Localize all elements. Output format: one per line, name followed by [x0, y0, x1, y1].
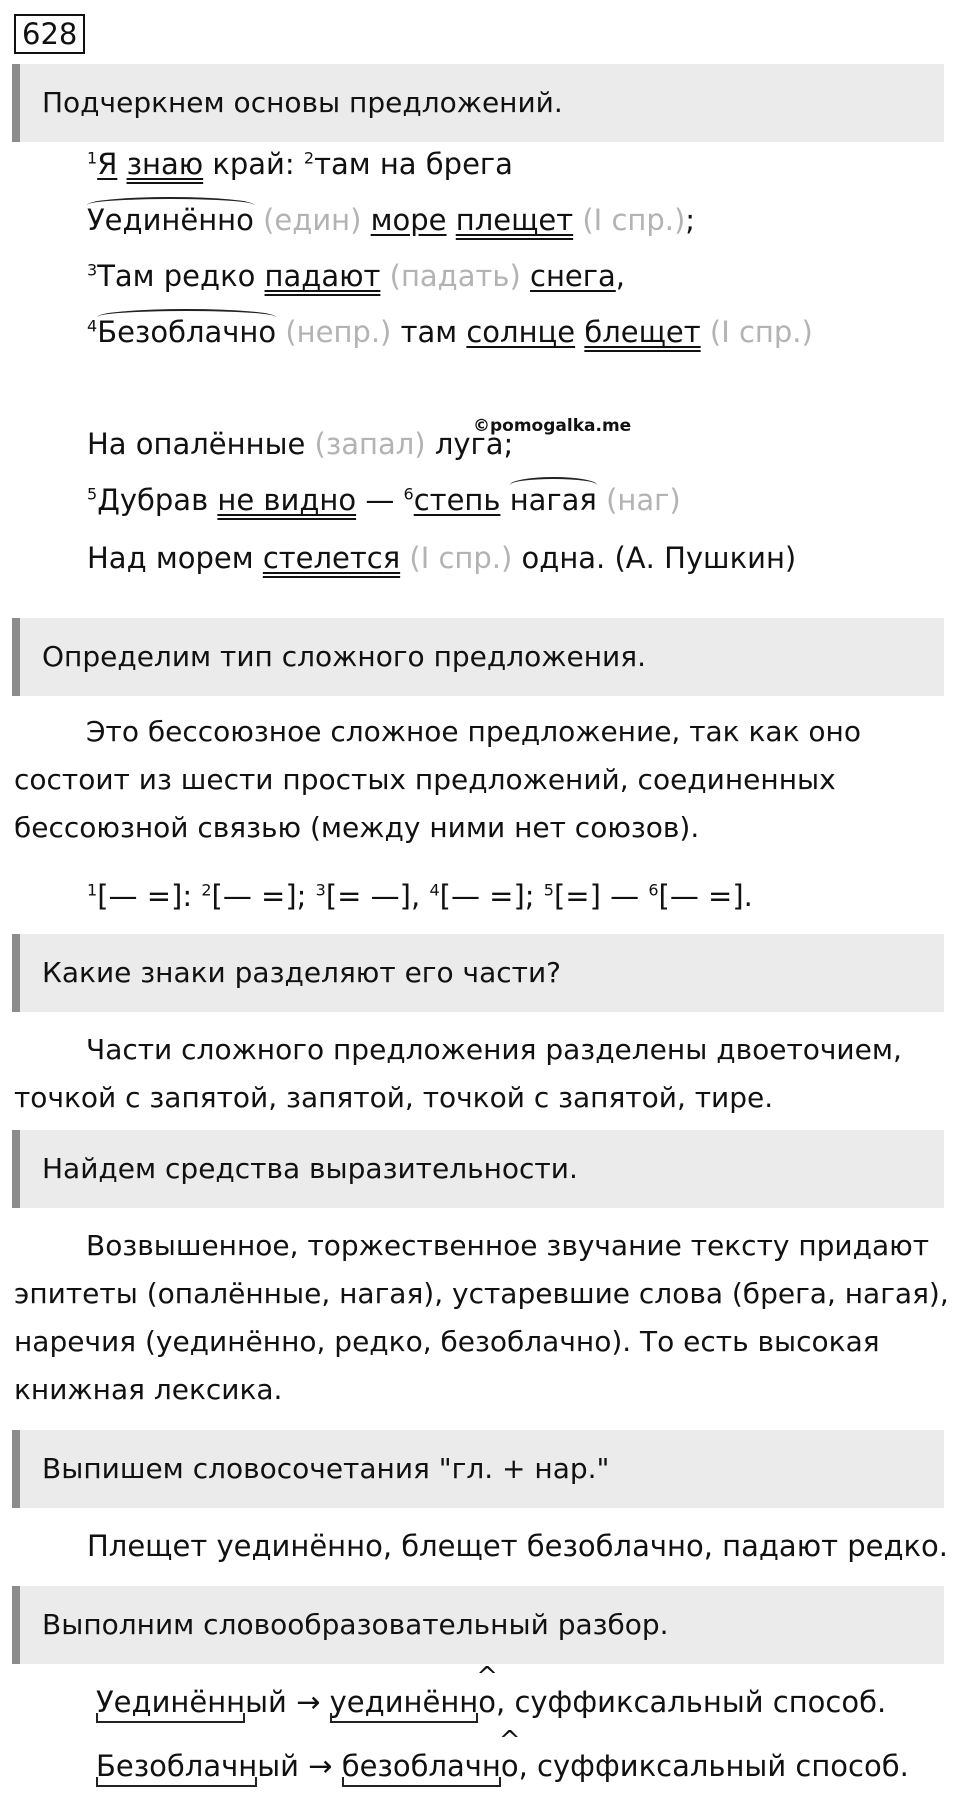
task-number: 628: [14, 14, 85, 54]
phrases-line: Плещет уединённо, блещет безоблачно, падают редко.: [87, 1529, 948, 1563]
word-base: безоблачн: [341, 1749, 501, 1783]
section-header-3: Какие знаки разделяют его части?: [12, 934, 944, 1012]
adjective-word: нагая: [509, 483, 597, 517]
adverb-word: Уединённо: [87, 203, 254, 237]
subject-word: солнце: [466, 315, 576, 349]
note: (един): [253, 203, 371, 237]
predicate-word: знаю: [126, 147, 204, 181]
predicate-word: стелется: [262, 541, 401, 575]
sentence-scheme: $^1$[— =]: $^2$[— =]; $^3$[= —], $^4$[— =]; $^5$[=] — $^6$[— =].: [87, 879, 753, 913]
signs-paragraph: Части сложного предложения разделены двоеточием, точкой с запятой, запятой, точкой с запятой, тире.: [14, 1033, 902, 1114]
poem-line-6: $^5$Дубрав не видно — $^6$степь нагая (наг): [87, 483, 681, 517]
note: (запал): [305, 427, 435, 461]
note: (падать): [380, 259, 531, 293]
note: (наг): [596, 483, 681, 517]
word-base: Уединённ: [96, 1685, 246, 1719]
suffix: ^ о: [478, 1685, 496, 1719]
section-header-4: Найдем средства выразительности.: [12, 1130, 944, 1208]
poem-line-3: $^3$Там редко падают (падать) снега,: [87, 259, 625, 293]
note: (I спр.): [700, 315, 813, 349]
adjective-word: опалённые: [135, 427, 306, 461]
type-paragraph: Это бессоюзное сложное предложение, так как оно состоит из шести простых предложений, соединенных бессоюзной связью (между ними нет союзов).: [14, 715, 861, 844]
suffix: ^ о: [501, 1749, 519, 1783]
poem-line-7: Над морем стелется (I спр.) одна. (А. Пушкин): [87, 541, 797, 575]
watermark: ©pomogalka.me: [473, 416, 632, 436]
predicate-word: блещет: [584, 315, 701, 349]
means-paragraph: Возвышенное, торжественное звучание тексту придают эпитеты (опалённые, нагая), устаревшие слова (брега, нагая), наречия (уединённо, редко, безоблачно). То есть высокая книжная лексика.: [14, 1229, 949, 1406]
predicate-word: плещет: [455, 203, 574, 237]
subject-word: степь: [413, 483, 501, 517]
poem-line-2: Уединённо (един) море плещет (I спр.);: [87, 203, 696, 237]
word-base: уединённ: [329, 1685, 479, 1719]
note: (I спр.): [400, 541, 522, 575]
poem-line-5: На опалённые (запал) луга;: [87, 427, 514, 461]
derivation-line-2: Безоблачный → безоблачн^ о, суффиксальный способ.: [96, 1748, 909, 1784]
adverb-word: Безоблачно: [97, 315, 277, 349]
section-header-5: Выпишем словосочетания "гл. + нар.": [12, 1430, 944, 1508]
note: (непр.): [276, 315, 401, 349]
word-base: Безоблачн: [96, 1749, 258, 1783]
predicate-word: падают: [264, 259, 381, 293]
poem-line-4: $^4$Безоблачно (непр.) там солнце блещет (I спр.): [87, 315, 813, 349]
subject-word: море: [370, 203, 447, 237]
note: (I спр.): [573, 203, 686, 237]
subject-word: Я: [97, 147, 118, 181]
subject-word: снега: [530, 259, 616, 293]
derivation-line-1: Уединённый → уединённ^ о, суффиксальный способ.: [96, 1684, 886, 1720]
section-header-1: Подчеркнем основы предложений.: [12, 64, 944, 142]
section-header-2: Определим тип сложного предложения.: [12, 618, 944, 696]
poem-line-1: $^1$Я знаю край: $^2$там на брега: [87, 147, 513, 181]
section-header-6: Выполним словообразовательный разбор.: [12, 1586, 944, 1664]
predicate-word: не видно: [217, 483, 357, 517]
